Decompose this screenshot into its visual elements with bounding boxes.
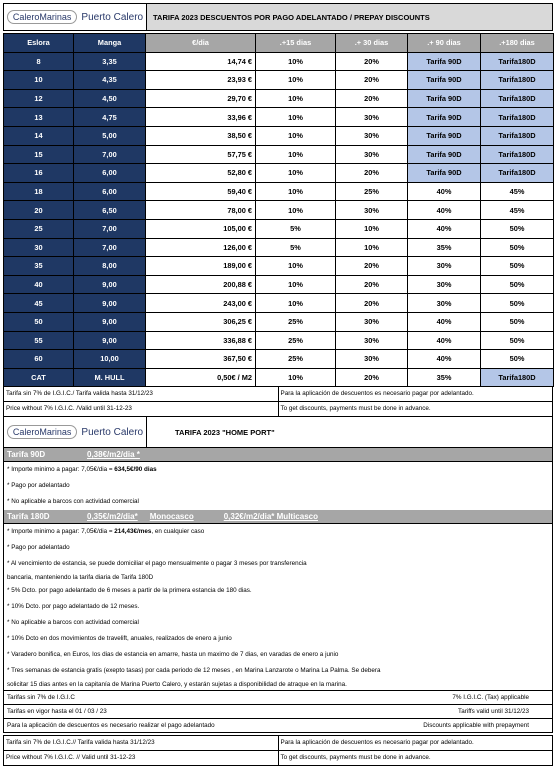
table-cell: Tarifa 90D (408, 164, 481, 183)
table-cell: 38,50 € (146, 126, 256, 145)
table-cell: 10% (256, 294, 336, 313)
tarifa-90d-price: 0,38€/m2/dia * (87, 450, 140, 460)
note-pre: * 10% Dcto en dos movimientos de travelift, anuales, realizados de enero a junio (7, 635, 232, 643)
table-cell: 10% (256, 52, 336, 71)
table-row (4, 145, 554, 164)
table-cell: Tarifa 90D (408, 126, 481, 145)
note-pre: * No aplicable a barcos con actividad comercial (7, 498, 139, 506)
table-cell: 6,50 (74, 201, 146, 220)
table-cell: 25 (4, 219, 74, 238)
home-port-header (3, 417, 553, 448)
table-cell: 10% (256, 126, 336, 145)
table-cell: 16 (4, 164, 74, 183)
table-cell: 50% (481, 238, 554, 257)
table-row (4, 201, 554, 220)
table-cell: 30% (336, 108, 408, 127)
notes-bottom-right (278, 736, 553, 765)
table-cell: 10% (256, 201, 336, 220)
table-cell: 50 (4, 312, 74, 331)
table-row (4, 238, 554, 257)
table-cell: 18 (4, 182, 74, 201)
table-cell: 3,35 (74, 52, 146, 71)
table-cell: 35% (408, 368, 481, 387)
table-cell: Tarifa180D (481, 52, 554, 71)
table-cell: 20% (336, 294, 408, 313)
table-cell: 6,00 (74, 164, 146, 183)
tarifa-90d-lines (3, 462, 553, 510)
table-cell: 14 (4, 126, 74, 145)
tarifa-180d-lines (3, 524, 553, 690)
table-cell: 50% (481, 275, 554, 294)
table-cell: 23,93 € (146, 71, 256, 90)
note-line (3, 599, 553, 615)
notes-top-left (4, 387, 278, 416)
logo (4, 4, 147, 30)
table-row (4, 108, 554, 127)
table-cell: 20% (336, 71, 408, 90)
table-cell: 59,40 € (146, 182, 256, 201)
top-header (3, 3, 553, 31)
note-line (3, 494, 553, 510)
table-cell: 15 (4, 145, 74, 164)
table-cell: 10% (256, 145, 336, 164)
rates-body (4, 52, 554, 387)
table-cell: Tarifa180D (481, 126, 554, 145)
table-cell: 30% (408, 275, 481, 294)
col-eslora: Eslora (4, 34, 74, 53)
table-cell: 40 (4, 275, 74, 294)
table-cell: 40% (408, 201, 481, 220)
note-pre: * Tres semanas de estancia gratis (exepto tasas) por cada periodo de 12 meses , en Marina Lanzarote o Marina La Palma. Se debera (7, 667, 381, 675)
note-bold: 214,43€/mes (114, 528, 152, 536)
table-cell: 40% (408, 182, 481, 201)
table-cell: 25% (256, 331, 336, 350)
table-cell: 30% (336, 350, 408, 369)
table-cell: Tarifa 90D (408, 145, 481, 164)
table-cell: 7,00 (74, 219, 146, 238)
table-row (4, 219, 554, 238)
table-cell: Tarifa180D (481, 89, 554, 108)
notes-bottom (3, 735, 553, 766)
notes-top-right (278, 387, 553, 416)
table-row (4, 52, 554, 71)
table-cell: 30% (336, 201, 408, 220)
tarifa-90d-header (3, 448, 553, 462)
note-line (3, 679, 553, 690)
note-pre: * 10% Dcto. por pago adelantado de 12 meses. (7, 603, 140, 611)
tarifa-180d-price-mono: 0,35€/m2/dia* (87, 512, 138, 522)
rates-table (3, 33, 554, 387)
note-pre: * Pago por adelantado (7, 544, 70, 552)
table-cell: 35% (408, 238, 481, 257)
bottom-lines (3, 690, 553, 733)
table-cell: 30% (408, 294, 481, 313)
table-cell: 50% (481, 331, 554, 350)
note-pre: * Pago por adelantado (7, 482, 70, 490)
table-cell: 336,88 € (146, 331, 256, 350)
note-line (3, 524, 553, 540)
table-cell: 50% (481, 294, 554, 313)
note-line (3, 556, 553, 572)
info-right: 7% I.G.I.C. (Tax) applicable (452, 694, 529, 702)
table-cell: 14,74 € (146, 52, 256, 71)
info-left: Tarifas sin 7% de I.G.I.C (7, 694, 75, 702)
table-cell: 4,35 (74, 71, 146, 90)
table-cell: 5% (256, 238, 336, 257)
table-row (4, 126, 554, 145)
note-pre: * Importe minimo a pagar: 7,05€/dia = (7, 466, 115, 474)
table-row (4, 312, 554, 331)
table-cell: 306,25 € (146, 312, 256, 331)
note-line: Para la aplicación de descuentos es necesario pagar por adelantado. (280, 739, 474, 747)
table-cell: 10% (256, 257, 336, 276)
table-cell: 10 (4, 71, 74, 90)
tarifa-180d-header (3, 510, 553, 524)
table-cell: 10,00 (74, 350, 146, 369)
note-line (3, 462, 553, 478)
table-cell: 52,80 € (146, 164, 256, 183)
info-right: Tariffs valid until 31/12/23 (458, 708, 529, 716)
note-line: Tarifa sin 7% de I.G.I.C./ Tarifa valida hasta 31/12/23 (6, 390, 153, 398)
note-pre: * Importe minimo a pagar: 7,05€/dia = (7, 528, 115, 536)
tariff-sheet (3, 3, 553, 766)
note-pre: * No aplicable a barcos con actividad comercial (7, 619, 139, 627)
tarifa-90d-label: Tarifa 90D (7, 450, 46, 460)
table-cell: 20% (336, 275, 408, 294)
table-cell: CAT (4, 368, 74, 387)
table-cell: 40% (408, 350, 481, 369)
note-line: Price without 7% I.G.I.C. // Valid until 31-12-23 (4, 750, 278, 765)
table-cell: 50% (481, 257, 554, 276)
table-cell: 25% (256, 312, 336, 331)
table-cell: 25% (336, 182, 408, 201)
logo-place: Puerto Calero (81, 426, 144, 438)
table-cell: 30% (336, 145, 408, 164)
table-cell: 7,00 (74, 238, 146, 257)
note-pre: solicitar 15 dias antes en la capitanía de Marina Puerto Calero, y estarán sujetas a disponibilidad de atraque en la marina. (7, 681, 347, 689)
table-cell: 10% (336, 219, 408, 238)
note-line: Tarifa sin 7% de I.G.I.C.// Tarifa valida hasta 31/12/23 (6, 739, 155, 747)
logo (4, 417, 147, 447)
table-cell: 50% (481, 312, 554, 331)
table-cell: 78,00 € (146, 201, 256, 220)
table-cell: 30 (4, 238, 74, 257)
note-post: , en cualquier caso (151, 528, 205, 536)
notes-top (3, 387, 553, 417)
table-cell: 20% (336, 52, 408, 71)
table-cell: 126,00 € (146, 238, 256, 257)
table-cell: 30% (336, 312, 408, 331)
note-line (3, 478, 553, 494)
info-left: Tarifas en vigor hasta el 01 / 03 / 23 (7, 708, 107, 716)
table-cell: 10% (256, 275, 336, 294)
logo-brand: CaleroMarinas (7, 10, 78, 24)
table-cell: 10% (256, 108, 336, 127)
note-pre: bancaria, manteniendo la tarifa diaria de Tarifa 180D (7, 574, 154, 582)
table-cell: 9,00 (74, 275, 146, 294)
table-cell: 30% (408, 257, 481, 276)
table-row (4, 331, 554, 350)
table-row (4, 294, 554, 313)
table-cell: 10% (256, 182, 336, 201)
table-cell: 45% (481, 182, 554, 201)
table-cell: 8 (4, 52, 74, 71)
page-title: TARIFA 2023 DESCUENTOS POR PAGO ADELANTADO / PREPAY DISCOUNTS (147, 4, 552, 30)
note-line (3, 572, 553, 583)
logo-brand: CaleroMarinas (7, 425, 78, 439)
note-line (3, 583, 553, 599)
note-pre: * Varadero bonifica, en Euros, los dias de estancia en amarre, hasta un maximo de 7 dias, en varadas de enero a junio (7, 651, 339, 659)
table-cell: 20% (336, 164, 408, 183)
table-row (4, 71, 554, 90)
info-line (4, 718, 552, 732)
table-cell: 4,50 (74, 89, 146, 108)
table-cell: Tarifa 90D (408, 71, 481, 90)
table-row (4, 257, 554, 276)
col-15: .+15 dias (256, 34, 336, 53)
table-cell: 40% (408, 331, 481, 350)
info-right: Discounts applicable with prepayment (423, 722, 529, 730)
table-cell: 6,00 (74, 182, 146, 201)
col-manga: Manga (74, 34, 146, 53)
note-line (3, 647, 553, 663)
table-cell: 13 (4, 108, 74, 127)
table-row (4, 350, 554, 369)
note-line: Para la aplicación de descuentos es necesario pagar por adelantado. (280, 390, 474, 398)
table-cell: 29,70 € (146, 89, 256, 108)
table-cell: 12 (4, 89, 74, 108)
table-cell: 35 (4, 257, 74, 276)
info-line (4, 691, 552, 704)
info-left: Para la aplicación de descuentos es necesario realizar el pago adelantado (7, 722, 215, 730)
table-cell: 367,50 € (146, 350, 256, 369)
table-cell: 20% (336, 89, 408, 108)
table-cell: 5,00 (74, 126, 146, 145)
table-cell: 7,00 (74, 145, 146, 164)
table-cell: 30% (336, 331, 408, 350)
table-cell: 10% (256, 71, 336, 90)
table-cell: 55 (4, 331, 74, 350)
logo-place: Puerto Calero (81, 11, 144, 23)
note-pre: * Al vencimiento de estancia, se puede domiciliar el pago mensualmente o pagar 3 meses por transferencia (7, 560, 307, 568)
home-port-title: TARIFA 2023 "HOME PORT" (175, 427, 275, 437)
table-row (4, 182, 554, 201)
tarifa-180d-label: Tarifa 180D (7, 512, 50, 522)
table-cell: 10% (256, 164, 336, 183)
table-cell: 10% (256, 368, 336, 387)
table-cell: 20% (336, 368, 408, 387)
table-cell: Tarifa180D (481, 145, 554, 164)
table-cell: M. HULL (74, 368, 146, 387)
table-cell: 5% (256, 219, 336, 238)
table-cell: 25% (256, 350, 336, 369)
monocasco-label: Monocasco (149, 512, 194, 522)
table-cell: Tarifa180D (481, 164, 554, 183)
table-cell: Tarifa 90D (408, 52, 481, 71)
tarifa-180d-price-multi: 0,32€/m2/dia* Multicasco (223, 512, 318, 522)
table-cell: Tarifa 90D (408, 108, 481, 127)
table-row (4, 368, 554, 387)
table-cell: 20 (4, 201, 74, 220)
note-pre: * 5% Dcto. por pago adelantado de 6 meses a partir de la primera estancia de 180 dias. (7, 587, 252, 595)
note-line: Price without 7% I.G.I.C. /Valid until 31-12-23 (4, 401, 278, 416)
col-90: .+ 90 dias (408, 34, 481, 53)
table-cell: 4,75 (74, 108, 146, 127)
col-180: .+180 dias (481, 34, 554, 53)
table-cell: Tarifa180D (481, 71, 554, 90)
note-bold: 634,5€/90 dias (114, 466, 157, 474)
table-cell: 40% (408, 219, 481, 238)
table-cell: 45% (481, 201, 554, 220)
table-cell: 9,00 (74, 294, 146, 313)
table-cell: 189,00 € (146, 257, 256, 276)
table-header-row (4, 34, 554, 53)
table-cell: 9,00 (74, 312, 146, 331)
table-cell: 200,88 € (146, 275, 256, 294)
table-cell: 10% (336, 238, 408, 257)
table-cell: 30% (336, 126, 408, 145)
table-cell: 0,50€ / M2 (146, 368, 256, 387)
table-cell: 243,00 € (146, 294, 256, 313)
note-line: To get discounts, payments must be done in advance. (279, 401, 553, 416)
table-row (4, 89, 554, 108)
table-cell: 57,75 € (146, 145, 256, 164)
table-cell: 10% (256, 89, 336, 108)
table-cell: 50% (481, 219, 554, 238)
col-30: .+ 30 dias (336, 34, 408, 53)
col-price: €/dia (146, 34, 256, 53)
table-cell: 8,00 (74, 257, 146, 276)
note-line (3, 663, 553, 679)
note-line: To get discounts, payments must be done in advance. (279, 750, 553, 765)
note-line (3, 615, 553, 631)
table-cell: 40% (408, 312, 481, 331)
table-row (4, 164, 554, 183)
table-cell: 60 (4, 350, 74, 369)
table-cell: 33,96 € (146, 108, 256, 127)
table-row (4, 275, 554, 294)
table-cell: Tarifa180D (481, 108, 554, 127)
notes-bottom-left (4, 736, 278, 765)
table-cell: 45 (4, 294, 74, 313)
table-cell: 9,00 (74, 331, 146, 350)
table-cell: 105,00 € (146, 219, 256, 238)
table-cell: 50% (481, 350, 554, 369)
table-cell: Tarifa 90D (408, 89, 481, 108)
info-line (4, 704, 552, 718)
table-cell: Tarifa180D (481, 368, 554, 387)
table-cell: 20% (336, 257, 408, 276)
note-line (3, 540, 553, 556)
note-line (3, 631, 553, 647)
